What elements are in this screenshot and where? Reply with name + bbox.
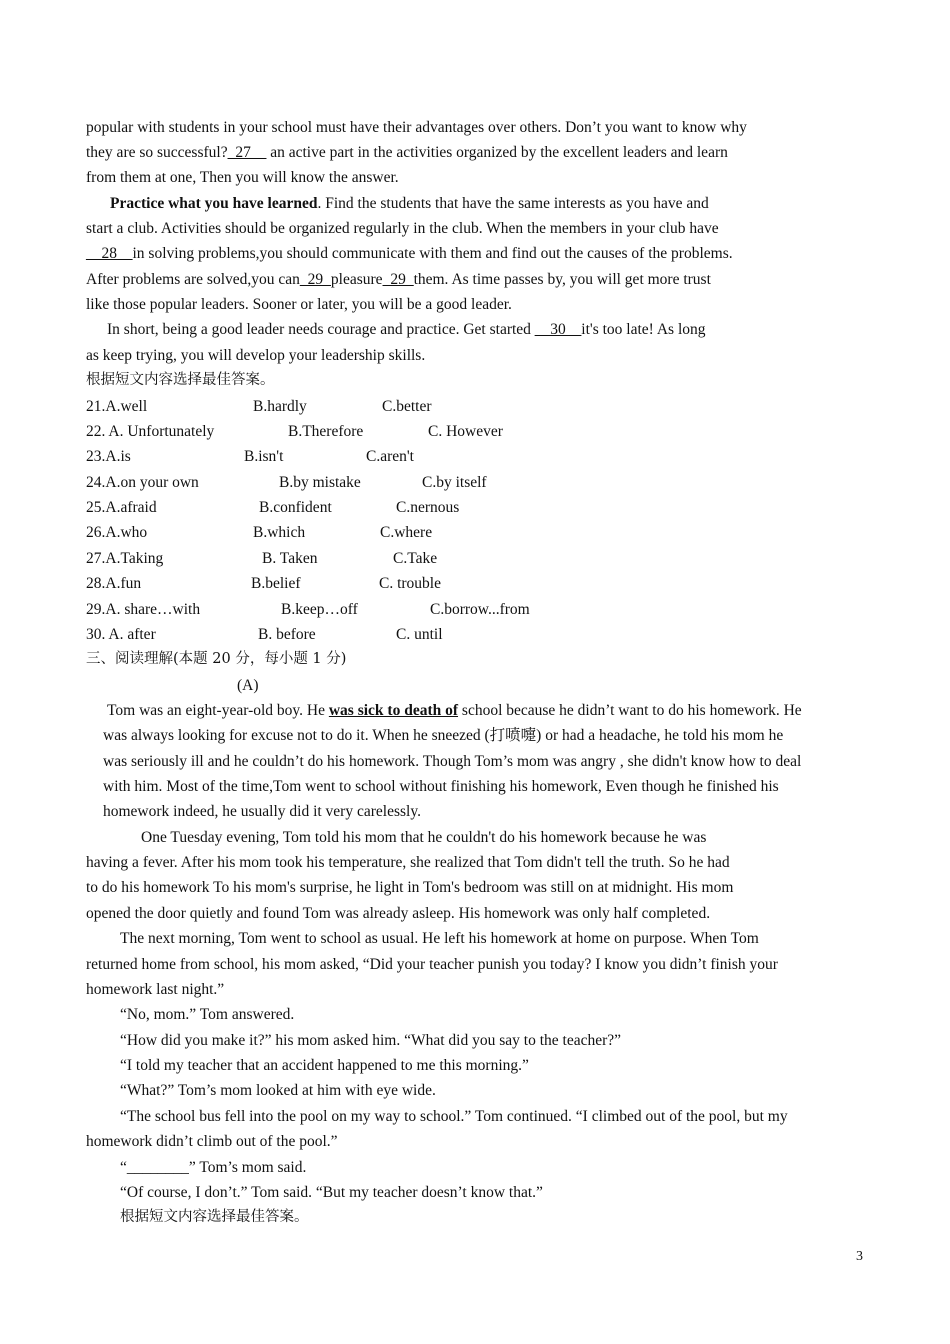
option-b: B.isn't (244, 448, 284, 465)
line-text: After problems are solved,you can (86, 271, 300, 288)
passage-line: with him. Most of the time,Tom went to school without finishing his homework, Even though he finished his (103, 778, 779, 795)
passage-line: was seriously ill and he couldn’t do his homework. Though Tom’s mom was angry , she didn't know how to deal (103, 753, 802, 770)
option-b: B.keep…off (281, 601, 358, 618)
question-29: 29.A. share…with (86, 601, 201, 618)
dialogue-line: “The school bus fell into the pool on my way to school.” Tom continued. “I climbed out of the pool, but my (120, 1108, 788, 1125)
line-text: it's too late! As long (581, 321, 706, 338)
option-b: B. Taken (262, 550, 318, 567)
option-c: C.where (380, 524, 433, 541)
dialogue-line: “________” Tom’s mom said. (120, 1159, 307, 1176)
page-number: 3 (856, 1249, 863, 1264)
passage-line (107, 703, 802, 719)
option-b: B.by mistake (279, 474, 361, 491)
option-c: C.nernous (396, 499, 460, 516)
option-c: C.better (382, 398, 432, 415)
option-b: B. before (258, 626, 316, 643)
blank-27: _27__ (227, 144, 267, 161)
dialogue-line: “Of course, I don’t.” Tom said. “But my teacher doesn’t know that.” (120, 1184, 543, 1201)
question-26: 26.A.who (86, 524, 148, 541)
option-c: C. trouble (379, 575, 441, 592)
option-c: C.aren't (366, 448, 414, 465)
passage-line: start a club. Activities should be organized regularly in the club. When the members in your club have (86, 220, 719, 237)
dialogue-line: “How did you make it?” his mom asked him. “What did you say to the teacher?” (120, 1032, 622, 1049)
passage-line: having a fever. After his mom took his temperature, she realized that Tom didn't tell the truth. So he had (86, 854, 730, 871)
line-text: Tom was an eight-year-old boy. He (107, 702, 329, 719)
option-b: B.hardly (253, 398, 307, 415)
passage-line: from them at one, Then you will know the answer. (86, 169, 399, 186)
highlighted-phrase: was sick to death of (328, 702, 459, 719)
line-text: they are so successful? (86, 144, 228, 161)
passage-line (86, 272, 711, 288)
question-25: 25.A.afraid (86, 499, 157, 516)
option-b: B.belief (251, 575, 301, 592)
question-30: 30. A. after (86, 626, 156, 643)
passage-line: homework last night.” (86, 981, 225, 998)
blank-28: __28__ (86, 245, 133, 262)
passage-line: as keep trying, you will develop your leadership skills. (86, 347, 426, 364)
paragraph-heading: Practice what you have learned (110, 195, 318, 212)
passage-line: opened the door quietly and found Tom was already asleep. His homework was only half completed. (86, 905, 711, 922)
passage-line (86, 145, 728, 161)
option-b: B.confident (259, 499, 332, 516)
passage-line: was always looking for excuse not to do it. When he sneezed (打喷嚏) or had a headache, he told his mom he (103, 727, 784, 744)
passage-line: One Tuesday evening, Tom told his mom that he couldn't do his homework because he was (141, 829, 707, 846)
passage-line: returned home from school, his mom asked, “Did your teacher punish you today? I know you didn’t finish your (86, 956, 778, 973)
option-c: C.borrow...from (430, 601, 530, 618)
passage-line: to do his homework To his mom's surprise, he light in Tom's bedroom was still on at midnight. His mom (86, 879, 734, 896)
passage-label: (A) (237, 677, 259, 694)
passage-line (86, 246, 733, 262)
blank-29: _29_ (382, 271, 414, 288)
option-b: B.Therefore (288, 423, 364, 440)
line-text: them. As time passes by, you will get more trust (413, 271, 711, 288)
dialogue-line: homework didn’t climb out of the pool.” (86, 1133, 338, 1150)
line-text: school because he didn’t want to do his homework. He (458, 702, 802, 719)
dialogue-line: “No, mom.” Tom answered. (120, 1006, 295, 1023)
blank-30: __30__ (534, 321, 582, 338)
passage-line: homework indeed, he usually did it very carelessly. (103, 803, 421, 820)
blank-29: _29_ (299, 271, 331, 288)
line-text: an active part in the activities organized by the excellent leaders and learn (266, 144, 728, 161)
passage-line (107, 322, 706, 338)
question-27: 27.A.Taking (86, 550, 164, 567)
line-text: . Find the students that have the same interests as you have and (317, 195, 709, 212)
dialogue-line: “I told my teacher that an accident happened to me this morning.” (120, 1057, 529, 1074)
option-c: C.Take (393, 550, 438, 567)
option-b: B.which (253, 524, 306, 541)
passage-line: The next morning, Tom went to school as usual. He left his homework at home on purpose. When Tom (120, 930, 759, 947)
line-text: In short, being a good leader needs courage and practice. Get started (107, 321, 535, 338)
line-text: pleasure (330, 271, 383, 288)
option-c: C.by itself (422, 474, 487, 491)
line-text: in solving problems,you should communicate with them and find out the causes of the problems. (132, 245, 733, 262)
question-23: 23.A.is (86, 448, 131, 465)
option-c: C. until (396, 626, 443, 643)
instruction: 根据短文内容选择最佳答案。 (120, 1209, 309, 1225)
question-22: 22. A. Unfortunately (86, 423, 215, 440)
dialogue-line: “What?” Tom’s mom looked at him with eye wide. (120, 1082, 436, 1099)
passage-line (110, 196, 709, 212)
question-21: 21.A.well (86, 398, 148, 415)
question-28: 28.A.fun (86, 575, 142, 592)
option-c: C. However (428, 423, 503, 440)
passage-line: like those popular leaders. Sooner or later, you will be a good leader. (86, 296, 512, 313)
section-heading: 三、阅读理解(本题 20 分，每小题 1 分) (86, 651, 347, 667)
passage-line: popular with students in your school must have their advantages over others. Don’t you want to know why (86, 119, 747, 136)
question-24: 24.A.on your own (86, 474, 199, 491)
instruction: 根据短文内容选择最佳答案。 (86, 372, 275, 388)
